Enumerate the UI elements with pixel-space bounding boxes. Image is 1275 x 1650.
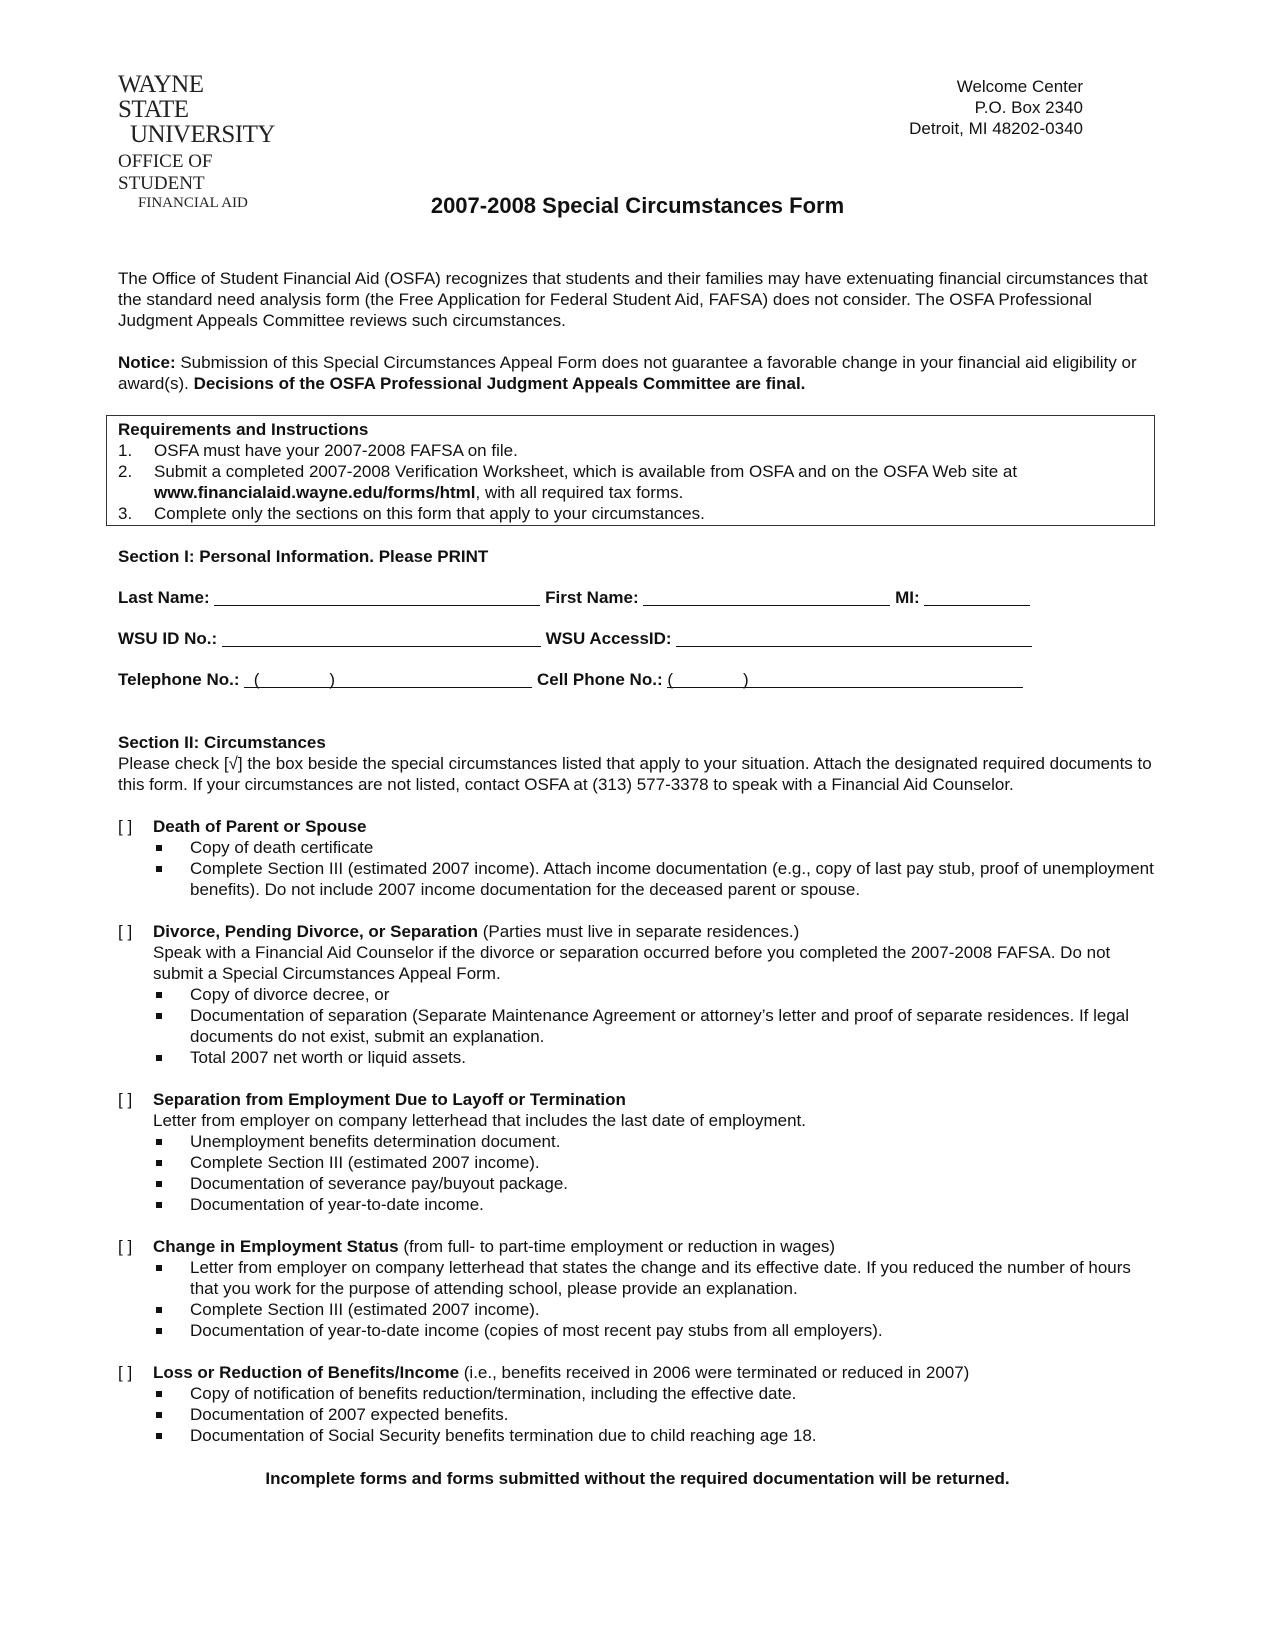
- last-name-label: Last Name:: [118, 588, 210, 607]
- circumstance-title: [153, 921, 799, 942]
- checkbox[interactable]: [ ]: [118, 817, 133, 836]
- circumstance-title: [153, 1089, 626, 1110]
- requirement-text: Complete only the sections on this form that apply to your circumstances.: [154, 504, 705, 523]
- phone-row: [118, 669, 1158, 710]
- middle-initial-field[interactable]: [924, 587, 1030, 606]
- requirement-item: [118, 503, 1143, 524]
- circumstance-note: (i.e., benefits received in 2006 were terminated or reduced in 2007): [459, 1363, 970, 1382]
- list-item: [153, 1047, 1158, 1068]
- logo-line-3: OFFICE OF STUDENT: [118, 151, 213, 194]
- cell-phone-label: Cell Phone No.:: [536, 670, 663, 689]
- notice-paragraph: [118, 352, 1158, 394]
- university-logo: [118, 72, 278, 212]
- name-row: [118, 587, 1158, 628]
- bullet-text: Copy of death certificate: [190, 838, 374, 857]
- list-item: [153, 1194, 1158, 1215]
- notice-text: Submission of this Special Circumstances Appeal Form does not guarantee a favorable change in your financial aid eligibility or award(s).: [118, 353, 1137, 393]
- requirement-number: 3.: [118, 504, 133, 523]
- circumstance-note: (Parties must live in separate residences.): [477, 922, 800, 941]
- bullet-text: Letter from employer on company letterhead that states the change and its effective date. If you reduced the number of hours that you work for the purpose of attending school, please provide an explanation.: [190, 1258, 1131, 1298]
- address-line-1: Welcome Center: [956, 77, 1083, 96]
- first-name-field[interactable]: [643, 587, 890, 606]
- bullet-text: Copy of divorce decree, or: [190, 985, 390, 1004]
- circumstance-title-bold: Death of Parent or Spouse: [153, 817, 367, 836]
- mailing-address: [909, 76, 1083, 139]
- bullet-square-icon: [153, 984, 190, 1005]
- area-code-close: ): [329, 670, 336, 689]
- bullet-text: Documentation of year-to-date income (copies of most recent pay stubs from all employers).: [190, 1321, 883, 1340]
- logo-line-2: UNIVERSITY: [130, 121, 275, 148]
- telephone-label: Telephone No.:: [118, 670, 240, 689]
- requirements-heading: Requirements and Instructions: [118, 420, 369, 439]
- wsu-id-field[interactable]: [222, 628, 541, 647]
- section-2-instructions: Please check [√] the box beside the special circumstances listed that apply to your situation. Attach the designated required documents to this form. If your circumstances are not listed, contact OSFA at (313) 577-3378 to speak with a Financial Aid Counselor.: [118, 754, 1152, 794]
- requirement-number: 1.: [118, 441, 133, 460]
- bullet-text: Complete Section III (estimated 2007 income).: [190, 1153, 540, 1172]
- list-item: [153, 984, 1158, 1005]
- list-item: [153, 1005, 1158, 1047]
- logo-line-1: WAYNE STATE: [118, 71, 204, 123]
- circumstance-title: [153, 1236, 835, 1257]
- cell-phone-field[interactable]: [667, 669, 1023, 688]
- circumstance-title-bold: Loss or Reduction of Benefits/Income: [153, 1363, 460, 1382]
- bullet-text: Complete Section III (estimated 2007 income).: [190, 1300, 540, 1319]
- list-item: [153, 858, 1158, 900]
- checkbox[interactable]: [ ]: [118, 1237, 133, 1256]
- requirement-text: OSFA must have your 2007-2008 FAFSA on file.: [154, 441, 518, 460]
- address-line-2: P.O. Box 2340: [974, 98, 1083, 117]
- osfa-web-link[interactable]: www.financialaid.wayne.edu/forms/html: [154, 483, 476, 502]
- circumstance-title-bold: Change in Employment Status: [153, 1237, 399, 1256]
- bullet-square-icon: [153, 1047, 190, 1068]
- bullet-square-icon: [153, 1131, 190, 1152]
- bullet-square-icon: [153, 1383, 190, 1404]
- notice-label: Notice:: [118, 353, 176, 372]
- bullet-square-icon: [153, 1320, 190, 1341]
- list-item: [153, 1173, 1158, 1194]
- list-item: [153, 1257, 1158, 1299]
- requirement-text-start: Submit a completed 2007-2008 Verification Worksheet, which is available from OSFA and on the OSFA Web site at: [154, 462, 1018, 481]
- requirement-text: [154, 461, 1143, 503]
- bullet-square-icon: [153, 858, 190, 900]
- circumstance-subtext: Letter from employer on company letterhead that includes the last date of employment.: [153, 1111, 806, 1130]
- circumstance-benefits-loss: [118, 1362, 1158, 1446]
- checkbox[interactable]: [ ]: [118, 922, 133, 941]
- requirement-text-tail: , with all required tax forms.: [475, 483, 684, 502]
- requirement-item: [118, 440, 1143, 461]
- circumstance-divorce: [118, 921, 1158, 1068]
- form-title: 2007-2008 Special Circumstances Form: [430, 193, 845, 218]
- bullet-square-icon: [153, 1257, 190, 1299]
- section-2-heading: Section II: Circumstances: [118, 733, 326, 752]
- bullet-list: [118, 1383, 1158, 1446]
- bullet-text: Total 2007 net worth or liquid assets.: [190, 1048, 466, 1067]
- personal-info-fields: [118, 587, 1158, 710]
- list-item: [153, 1320, 1158, 1341]
- bullet-square-icon: [153, 1299, 190, 1320]
- circumstance-title-bold: Divorce, Pending Divorce, or Separation: [153, 922, 478, 941]
- bullet-square-icon: [153, 1194, 190, 1215]
- notice-bold: Decisions of the OSFA Professional Judgment Appeals Committee are final.: [193, 374, 806, 393]
- address-line-3: Detroit, MI 48202-0340: [909, 119, 1083, 138]
- telephone-field[interactable]: [244, 669, 532, 688]
- id-row: [118, 628, 1158, 669]
- section-1-heading: Section I: Personal Information. Please PRINT: [118, 547, 489, 566]
- circumstance-title: [153, 1362, 969, 1383]
- circumstance-title-bold: Separation from Employment Due to Layoff or Termination: [153, 1090, 626, 1109]
- circumstance-death: [118, 816, 1158, 900]
- list-item: [153, 1383, 1158, 1404]
- requirement-item: [118, 461, 1143, 503]
- access-id-label: WSU AccessID:: [545, 629, 672, 648]
- bullet-square-icon: [153, 837, 190, 858]
- circumstance-subtext: Speak with a Financial Aid Counselor if the divorce or separation occurred before you completed the 2007-2008 FAFSA. Do not submit a Special Circumstances Appeal Form.: [153, 943, 1111, 983]
- bullet-square-icon: [153, 1152, 190, 1173]
- circumstance-employment-change: [118, 1236, 1158, 1341]
- bullet-text: Documentation of Social Security benefits termination due to child reaching age 18.: [190, 1426, 817, 1445]
- bullet-text: Documentation of separation (Separate Maintenance Agreement or attorney’s letter and proof of separate residences. If legal documents do not exist, submit an explanation.: [190, 1006, 1130, 1046]
- list-item: [153, 1425, 1158, 1446]
- section-2: [118, 732, 1158, 1446]
- requirement-number: 2.: [118, 462, 133, 481]
- list-item: [153, 1404, 1158, 1425]
- cell-area-code-open: (: [667, 670, 674, 689]
- bullet-text: Complete Section III (estimated 2007 income). Attach income documentation (e.g., copy of last pay stub, proof of unemployment benefits). Do not include 2007 income documentation for the deceased parent or spouse.: [190, 859, 1154, 899]
- logo-line-4: FINANCIAL AID: [138, 195, 248, 211]
- bullet-list: [118, 837, 1158, 900]
- bullet-square-icon: [153, 1173, 190, 1194]
- list-item: [153, 1299, 1158, 1320]
- list-item: [153, 1152, 1158, 1173]
- form-content: [118, 268, 1158, 1446]
- list-item: [153, 1131, 1158, 1152]
- cell-area-code-close: ): [743, 670, 749, 689]
- bullet-text: Documentation of year-to-date income.: [190, 1195, 484, 1214]
- circumstance-note: (from full- to part-time employment or reduction in wages): [398, 1237, 836, 1256]
- area-code-open: (: [253, 670, 260, 689]
- bullet-square-icon: [153, 1005, 190, 1047]
- bullet-list: [118, 984, 1158, 1068]
- list-item: [153, 837, 1158, 858]
- intro-paragraph: The Office of Student Financial Aid (OSFA) recognizes that students and their families may have extenuating financial circumstances that the standard need analysis form (the Free Application for Federal Student Aid, FAFSA) does not consider. The OSFA Professional Judgment Appeals Committee reviews such circumstances.: [118, 269, 1148, 330]
- bullet-text: Documentation of severance pay/buyout package.: [190, 1174, 569, 1193]
- bullet-square-icon: [153, 1404, 190, 1425]
- mi-label: MI:: [895, 588, 920, 607]
- bullet-text: Documentation of 2007 expected benefits.: [190, 1405, 509, 1424]
- footer-warning: Incomplete forms and forms submitted without the required documentation will be returned.: [265, 1469, 1010, 1488]
- bullet-list: [118, 1257, 1158, 1341]
- circumstance-layoff: [118, 1089, 1158, 1215]
- bullet-list: [118, 1131, 1158, 1215]
- bullet-square-icon: [153, 1425, 190, 1446]
- wsu-id-label: WSU ID No.:: [118, 629, 218, 648]
- checkbox[interactable]: [ ]: [118, 1090, 133, 1109]
- requirements-box: [106, 415, 1155, 526]
- access-id-field[interactable]: [676, 628, 1032, 647]
- first-name-label: First Name:: [545, 588, 639, 607]
- bullet-text: Unemployment benefits determination document.: [190, 1132, 561, 1151]
- last-name-field[interactable]: [214, 587, 540, 606]
- circumstance-title: [153, 816, 366, 837]
- bullet-text: Copy of notification of benefits reduction/termination, including the effective date.: [190, 1384, 797, 1403]
- checkbox[interactable]: [ ]: [118, 1363, 133, 1382]
